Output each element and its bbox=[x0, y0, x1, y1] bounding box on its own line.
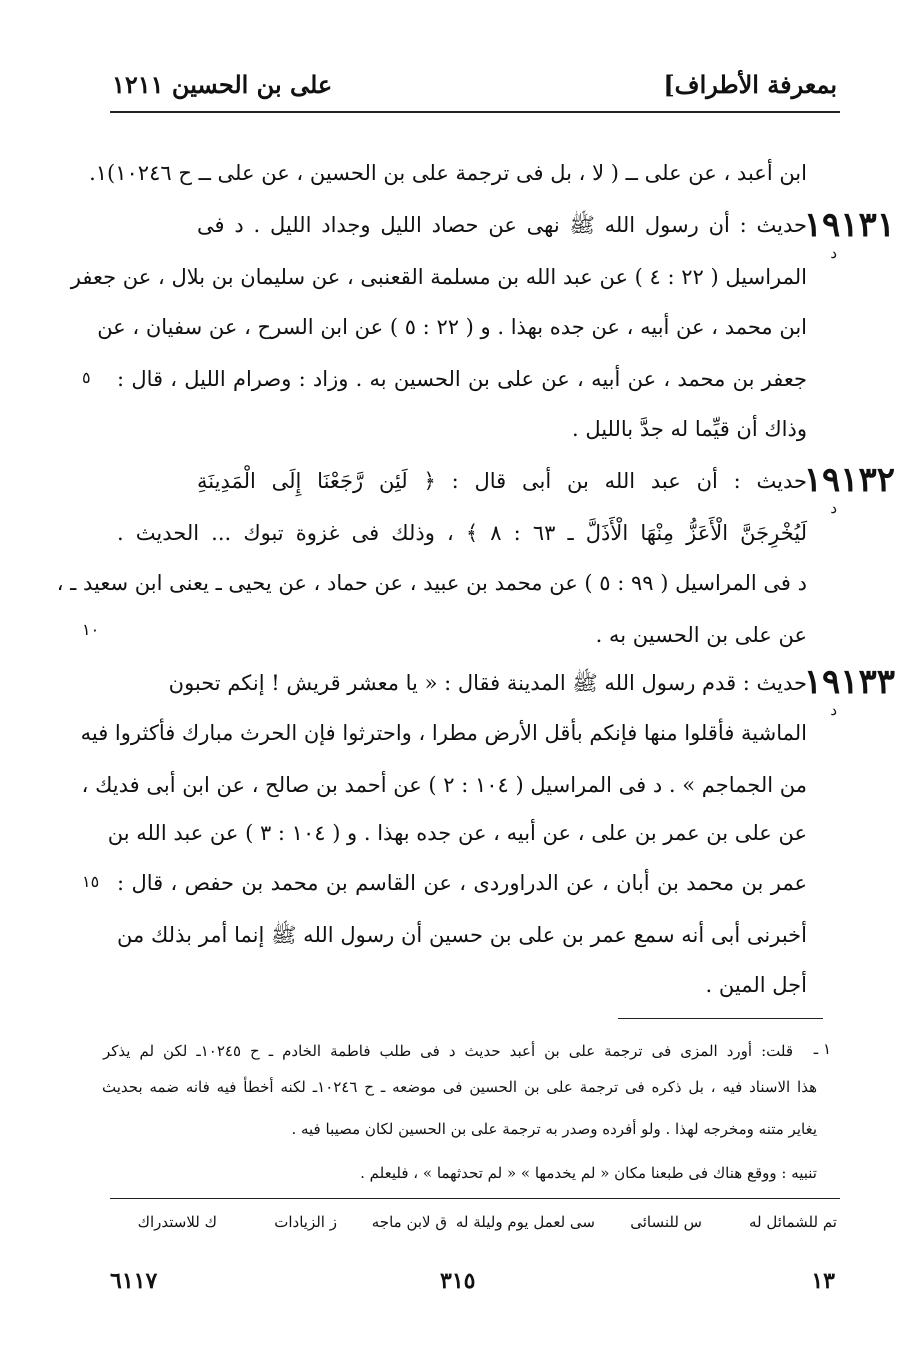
header-rule bbox=[110, 111, 840, 113]
text-line: عن على بن عمر بن على ، عن أبيه ، عن جده بهذا . و ( ١٠٤ : ٣ ) عن عبد الله بن bbox=[107, 821, 807, 845]
volume-number: ١٣ bbox=[811, 1268, 835, 1294]
footnote-separator bbox=[618, 1018, 823, 1019]
text-line: وذاك أن قيِّما له جدَّ بالليل . bbox=[571, 417, 807, 441]
text-line: ابن أعبد ، عن على ــ ( لا ، بل فى ترجمة على بن الحسين ، عن على ــ ح ١٠٢٤٦)١. bbox=[89, 161, 807, 185]
sigla-item: ز الزيادات bbox=[274, 1213, 337, 1231]
text-line: عن على بن الحسين به . bbox=[595, 623, 807, 647]
sigla-item: سى لعمل يوم وليلة له bbox=[455, 1213, 595, 1231]
hadith-number: ١٩١٣١ bbox=[803, 205, 895, 245]
text-line: أخبرنى أبى أنه سمع عمر بن على بن حسين أن رسول الله ﷺ إنما أمر بذلك من bbox=[117, 923, 807, 947]
hadith-number: ١٩١٣٢ bbox=[803, 460, 895, 500]
text-line: من الجماجم » . د فى المراسيل ( ١٠٤ : ٢ ) عن أحمد بن صالح ، عن ابن أبى فديك ، bbox=[81, 773, 807, 797]
footnote-line: هذا الاسناد فيه ، بل ذكره فى ترجمة على بن الحسين فى موضعه ـ ح ١٠٢٤٦ـ لكنه أخطأ فيه فانه ضمه بحديث bbox=[102, 1078, 817, 1096]
page-number: ٣١٥ bbox=[440, 1268, 476, 1294]
footnote-line: تنبيه : ووقع هناك فى طبعنا مكان « لم يخدمها » « لم تحدثهما » ، فليعلم . bbox=[360, 1164, 817, 1182]
footnote-line: يغاير متنه ومخرجه لهذا . ولو أفرده وصدر به ترجمة على بن الحسين لكان مصيبا فيه . bbox=[291, 1120, 817, 1138]
line-number: ١٥ bbox=[82, 872, 100, 891]
text-line: لَيُخْرِجَنَّ الْأَعَزُّ مِنْهَا الْأَذَلَّ ـ ٦٣ : ٨ ﴾ ، وذلك فى غزوة تبوك ... الحديث . bbox=[117, 521, 807, 545]
text-line: المراسيل ( ٢٢ : ٤ ) عن عبد الله بن مسلمة القعنبى ، عن سليمان بن بلال ، عن جعفر bbox=[70, 265, 807, 289]
hadith-number: ١٩١٣٣ bbox=[803, 662, 895, 702]
sigla-item: تم للشمائل له bbox=[748, 1213, 837, 1231]
line-number: ١٠ bbox=[82, 620, 100, 639]
sigla-item: ق لابن ماجه bbox=[371, 1213, 447, 1231]
hadith-siglum: د bbox=[830, 701, 837, 719]
serial-number: ٦١١٧ bbox=[110, 1268, 158, 1294]
line-number: ٥ bbox=[82, 368, 91, 387]
sigla-item: ك للاستدراك bbox=[137, 1213, 217, 1231]
text-line: د فى المراسيل ( ٩٩ : ٥ ) عن محمد بن عبيد ، عن حماد ، عن يحيى ـ يعنى ابن سعيد ـ ، bbox=[56, 571, 807, 595]
running-section-title: على بن الحسين ١٢١١ bbox=[112, 70, 333, 99]
hadith-siglum: د bbox=[830, 499, 837, 517]
sigla-item: س للنسائى bbox=[630, 1213, 702, 1231]
text-line: أجل المين . bbox=[705, 973, 807, 997]
text-line: حديث : أن رسول الله ﷺ نهى عن حصاد الليل وجداد الليل . د فى bbox=[197, 213, 807, 237]
footnote-marker: ١ ـ bbox=[813, 1040, 831, 1058]
text-line: عمر بن محمد بن أبان ، عن الدراوردى ، عن القاسم بن محمد بن حفص ، قال : bbox=[117, 871, 807, 895]
text-line: حديث : قدم رسول الله ﷺ المدينة فقال : « يا معشر قريش ! إنكم تحبون bbox=[168, 671, 807, 695]
running-title: بمعرفة الأطراف] bbox=[663, 70, 837, 99]
hadith-siglum: د bbox=[830, 244, 837, 262]
footnote-line: قلت: أورد المزى فى ترجمة على بن أعبد حديث د فى طلب فاطمة الخادم ـ ح ١٠٢٤٥ـ لكن لم يذكر bbox=[103, 1042, 793, 1060]
text-line: جعفر بن محمد ، عن أبيه ، عن على بن الحسين به . وزاد : وصرام الليل ، قال : bbox=[117, 367, 807, 391]
text-line: ابن محمد ، عن أبيه ، عن جده بهذا . و ( ٢٢ : ٥ ) عن ابن السرح ، عن سفيان ، عن bbox=[97, 315, 807, 339]
sigla-rule bbox=[110, 1198, 840, 1199]
text-line: الماشية فأقلوا منها فإنكم بأقل الأرض مطرا ، واحترثوا فإن الحرث مبارك فأكثروا فيه bbox=[80, 721, 807, 745]
text-line: حديث : أن عبد الله بن أبى قال : ﴿ لَئِن رَّجَعْنَا إِلَى الْمَدِينَةِ bbox=[197, 469, 807, 493]
